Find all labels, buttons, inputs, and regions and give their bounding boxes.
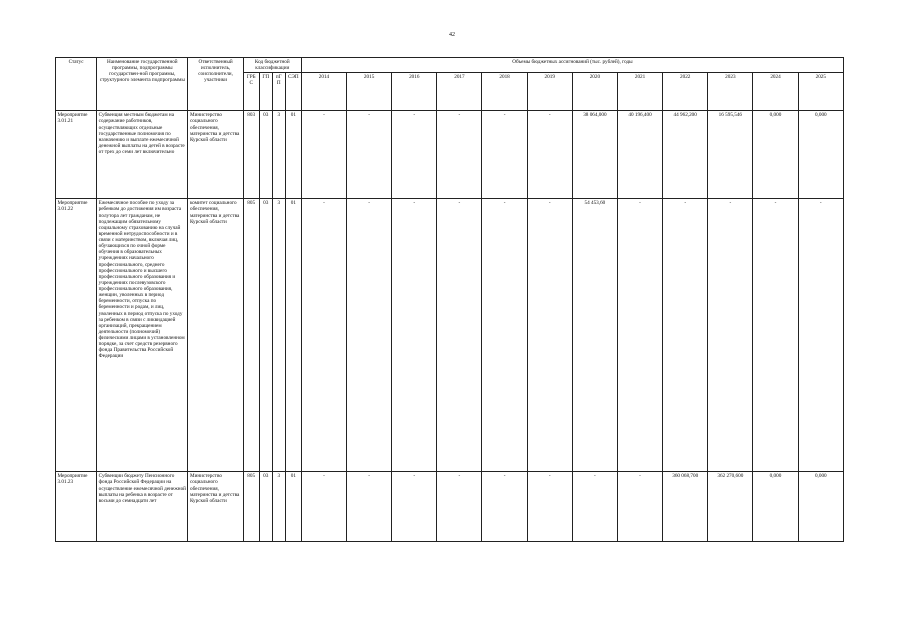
header-year: 2015 [347,73,392,111]
row-value: - [798,199,843,472]
row-value: - [301,199,346,472]
row-value: 0,000 [753,111,798,199]
row-value: 360 068,700 [663,472,708,542]
row-value: - [527,199,572,472]
header-year: 2022 [663,73,708,111]
header-year: 2025 [798,73,843,111]
row-value: - [392,199,437,472]
header-year: 2024 [753,73,798,111]
table-row [56,472,844,542]
row-value: - [527,111,572,199]
row-value: - [347,472,392,542]
row-executor: комитет социального обеспечения, материнства и детства Курской области [188,199,243,472]
row-value: 16 595,546 [708,111,753,199]
header-year: 2016 [392,73,437,111]
budget-table [55,57,844,542]
row-status: Мероприятие 3.01.21 [56,111,97,199]
table-row [56,111,844,199]
header-volumes: Объемы бюджетных ассигнований (тыс. рублей), годы [301,58,843,73]
row-value: - [572,472,617,542]
row-value: - [663,199,708,472]
row-value: 0,000 [753,472,798,542]
row-code-pgp: 3 [272,199,285,472]
row-value: 54 453,60 [572,199,617,472]
header-year: 2014 [301,73,346,111]
header-year: 2023 [708,73,753,111]
header-status: Статус [56,58,97,111]
header-code-pgp: пГП [272,73,285,111]
row-code-grbs: 803 [243,111,259,199]
row-value: - [527,472,572,542]
row-value: 0,000 [798,111,843,199]
row-value: - [482,199,527,472]
header-name: Наименование государственной программы, подпрограммы государствен-ной программы, структурного элемента подпрограммы [97,58,188,111]
header-executor: Ответственный исполнитель, соисполнители, участники [188,58,243,111]
row-value: 40 196,400 [617,111,662,199]
header-year: 2018 [482,73,527,111]
row-code-gp: 03 [259,199,272,472]
header-code-sep: СЭП [285,73,301,111]
row-code-sep: 01 [285,199,301,472]
row-code-grbs: 805 [243,199,259,472]
row-value: - [392,111,437,199]
row-executor: Министерство социального обеспечения, материнства и детства Курской области [188,472,243,542]
row-value: - [301,111,346,199]
row-value: - [437,111,482,199]
row-code-grbs: 805 [243,472,259,542]
row-status: Мероприятие 3.01.23 [56,472,97,542]
row-value: - [301,472,346,542]
row-code-pgp: 3 [272,472,285,542]
row-value: 44 962,200 [663,111,708,199]
row-value: - [437,472,482,542]
row-code-sep: 01 [285,111,301,199]
row-value: - [617,472,662,542]
row-code-gp: 03 [259,111,272,199]
header-year: 2020 [572,73,617,111]
header-year: 2021 [617,73,662,111]
header-budget-code: Код бюджетной классификации [243,58,301,73]
row-value: - [482,111,527,199]
row-value: - [392,472,437,542]
row-value: - [753,199,798,472]
row-value: - [617,199,662,472]
row-value: - [482,472,527,542]
table-row [56,199,844,472]
row-value: - [437,199,482,472]
row-name: Субвенция местным бюджетам на содержание работников, осуществляющих отдельные государственные полномочия по назначению и выплате ежемесячной денежной выплаты на детей в возрасте от трех до семи лет включительно [97,111,188,199]
page-number: 42 [449,32,455,38]
row-value: - [347,199,392,472]
row-value: 0,000 [798,472,843,542]
row-value: - [708,199,753,472]
row-code-gp: 03 [259,472,272,542]
row-status: Мероприятие 3.01.22 [56,199,97,472]
row-code-sep: 01 [285,472,301,542]
row-value: - [347,111,392,199]
header-year: 2019 [527,73,572,111]
header-year: 2017 [437,73,482,111]
row-value: 362 270,600 [708,472,753,542]
header-code-gp: ГП [259,73,272,111]
row-code-pgp: 3 [272,111,285,199]
header-code-grbs: ГРБС [243,73,259,111]
row-executor: Министерство социального обеспечения, материнства и детства Курской области [188,111,243,199]
row-name: Ежемесячное пособие по уходу за ребенком до достижения им возраста полутора лет гражданам, не подлежащим обязательному социальному страхованию на случай временной нетрудоспособности и в связи с материнством, включая лиц, обучающихся по очной форме обучения в образовательных учреждениях начального профессионального, среднего профессионального и высшего профессионального образования и учреждениях послевузовского профессионального образования, женщин, уволенных в период беременности, отпуска по беременности и родам, и лиц, уволенных в период отпуска по уходу за ребенком в связи с ликвидацией организаций, прекращением деятельности (полномочий) физическими лицами в установленном порядке, за счет средств резервного фонда Правительства Российской Федерации [97,199,188,472]
row-name: Субвенции бюджету Пенсионного фонда Российской Федерации на осуществление ежемесячной денежной выплаты на ребенка в возрасте от восьми до семнадцати лет [97,472,188,542]
row-value: 38 064,000 [572,111,617,199]
